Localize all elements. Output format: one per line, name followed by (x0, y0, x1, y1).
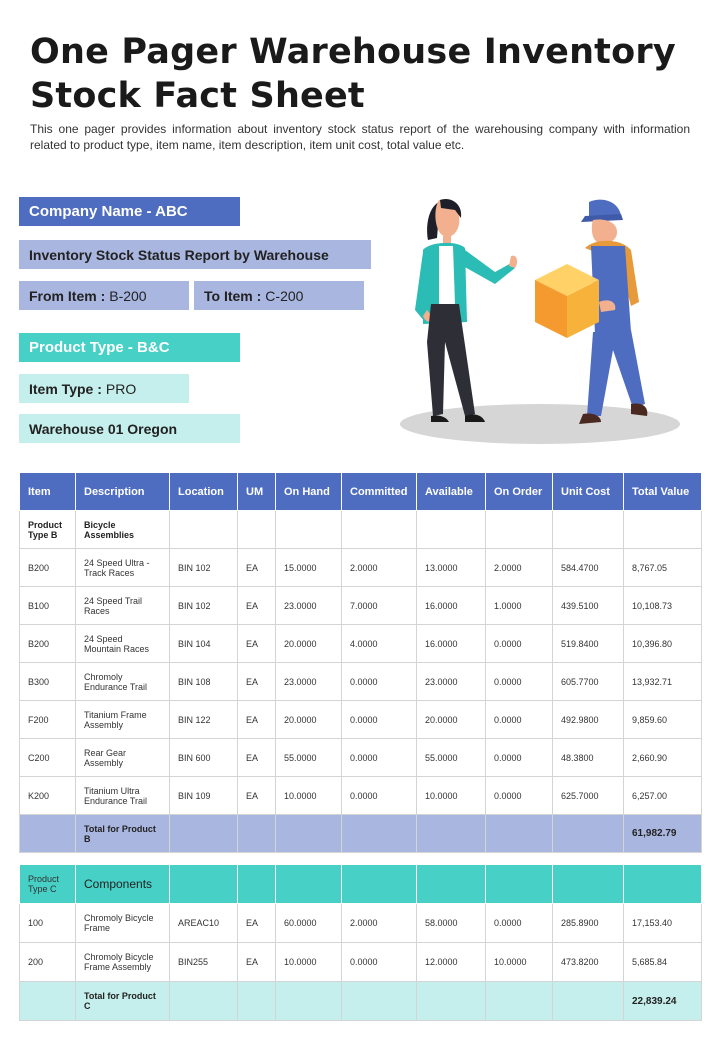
group-row-product-b (20, 511, 702, 549)
table-row (20, 663, 702, 701)
table-row (20, 739, 702, 777)
cell-unit-cost: 625.7000 (553, 777, 624, 815)
cell-available: 55.0000 (417, 739, 486, 777)
page-subtitle: This one pager provides information about inventory stock status report of the warehousing company with information related to product type, item name, item description, item unit cost, total value etc. (30, 122, 690, 152)
cell-committed: 2.0000 (342, 549, 417, 587)
cell-location: BIN 109 (170, 777, 238, 815)
product-type: Product Type - B&C (29, 339, 170, 356)
cell-item: F200 (20, 701, 76, 739)
from-item-value: B-200 (109, 287, 147, 304)
group-row-product-c (20, 865, 702, 904)
cell-committed: 0.0000 (342, 701, 417, 739)
col-unit-cost: Unit Cost (553, 473, 624, 511)
cell-committed: 2.0000 (342, 904, 417, 943)
to-item-box (194, 281, 364, 310)
cell-available: 16.0000 (417, 625, 486, 663)
cell-description: Titanium Ultra Endurance Trail (76, 777, 170, 815)
cell-description: 24 Speed Mountain Races (76, 625, 170, 663)
table-row (20, 701, 702, 739)
cell-available: 12.0000 (417, 943, 486, 982)
cell-on-hand: 20.0000 (276, 625, 342, 663)
cell-on-order: 0.0000 (486, 777, 553, 815)
report-title-box (19, 240, 371, 269)
cell-um: EA (238, 739, 276, 777)
cell-location: BIN 122 (170, 701, 238, 739)
cell-on-hand: 20.0000 (276, 701, 342, 739)
cell-available: 23.0000 (417, 663, 486, 701)
cell-on-hand: 23.0000 (276, 587, 342, 625)
cell-total-value: 13,932.71 (624, 663, 702, 701)
cell-unit-cost: 605.7700 (553, 663, 624, 701)
company-name: Company Name - ABC (29, 203, 188, 220)
cell-on-order: 0.0000 (486, 904, 553, 943)
col-total-value: Total Value (624, 473, 702, 511)
warehouse-workers-illustration (395, 192, 695, 454)
cell-um: EA (238, 777, 276, 815)
cell-description: Titanium Frame Assembly (76, 701, 170, 739)
cell-unit-cost: 519.8400 (553, 625, 624, 663)
cell-description: Chromoly Endurance Trail (76, 663, 170, 701)
cell-on-hand: 15.0000 (276, 549, 342, 587)
group-type-label: Product Type C (20, 865, 76, 904)
cell-location: AREAC10 (170, 904, 238, 943)
to-item-label: To Item : (204, 287, 262, 304)
from-item-box (19, 281, 189, 310)
report-title: Inventory Stock Status Report by Warehouse (29, 246, 329, 263)
cell-item: 200 (20, 943, 76, 982)
col-um: UM (238, 473, 276, 511)
cell-committed: 0.0000 (342, 663, 417, 701)
table-row (20, 777, 702, 815)
warehouse-name: Warehouse 01 Oregon (29, 420, 178, 437)
col-committed: Committed (342, 473, 417, 511)
cell-item: B300 (20, 663, 76, 701)
company-name-box (19, 197, 240, 226)
table-header-row (20, 473, 702, 511)
total-row-product-b (20, 815, 702, 853)
cell-available: 58.0000 (417, 904, 486, 943)
cell-um: EA (238, 904, 276, 943)
table-row (20, 943, 702, 982)
cell-item: C200 (20, 739, 76, 777)
cell-um: EA (238, 701, 276, 739)
cell-total-value: 6,257.00 (624, 777, 702, 815)
item-type-value: PRO (105, 380, 137, 397)
cell-on-order: 0.0000 (486, 625, 553, 663)
cell-item: K200 (20, 777, 76, 815)
cell-on-hand: 10.0000 (276, 943, 342, 982)
cell-unit-cost: 584.4700 (553, 549, 624, 587)
woman-figure (415, 199, 517, 422)
cell-total-value: 2,660.90 (624, 739, 702, 777)
parcel-box (535, 264, 599, 338)
warehouse-box (19, 414, 240, 443)
cell-location: BIN 102 (170, 587, 238, 625)
cell-on-hand: 10.0000 (276, 777, 342, 815)
cell-on-order: 10.0000 (486, 943, 553, 982)
cell-location: BIN255 (170, 943, 238, 982)
cell-description: 24 Speed Ultra - Track Races (76, 549, 170, 587)
cell-committed: 4.0000 (342, 625, 417, 663)
cell-total-value: 8,767.05 (624, 549, 702, 587)
cell-unit-cost: 48.3800 (553, 739, 624, 777)
cell-unit-cost: 492.9800 (553, 701, 624, 739)
cell-description: 24 Speed Trail Races (76, 587, 170, 625)
cell-location: BIN 600 (170, 739, 238, 777)
cell-on-order: 0.0000 (486, 701, 553, 739)
inventory-table-product-c (19, 864, 702, 1021)
cell-available: 10.0000 (417, 777, 486, 815)
to-item-value: C-200 (265, 287, 304, 304)
cell-total-value: 10,396.80 (624, 625, 702, 663)
inventory-table-product-b (19, 472, 702, 853)
cell-on-hand: 23.0000 (276, 663, 342, 701)
cell-available: 16.0000 (417, 587, 486, 625)
col-item: Item (20, 473, 76, 511)
total-value: 61,982.79 (624, 815, 702, 853)
cell-um: EA (238, 943, 276, 982)
cell-um: EA (238, 663, 276, 701)
cell-total-value: 10,108.73 (624, 587, 702, 625)
cell-description: Chromoly Bicycle Frame Assembly (76, 943, 170, 982)
cell-description: Chromoly Bicycle Frame (76, 904, 170, 943)
col-on-hand: On Hand (276, 473, 342, 511)
total-label: Total for Product C (76, 982, 170, 1021)
cell-on-order: 1.0000 (486, 587, 553, 625)
col-available: Available (417, 473, 486, 511)
cell-total-value: 17,153.40 (624, 904, 702, 943)
cell-committed: 0.0000 (342, 777, 417, 815)
cell-um: EA (238, 549, 276, 587)
cell-item: B200 (20, 625, 76, 663)
cell-item: B200 (20, 549, 76, 587)
item-type-label: Item Type : (29, 380, 102, 397)
table-row (20, 549, 702, 587)
item-type-box (19, 374, 189, 403)
cell-committed: 0.0000 (342, 943, 417, 982)
cell-committed: 7.0000 (342, 587, 417, 625)
cell-location: BIN 102 (170, 549, 238, 587)
col-location: Location (170, 473, 238, 511)
cell-location: BIN 108 (170, 663, 238, 701)
cell-item: B100 (20, 587, 76, 625)
table-row (20, 904, 702, 943)
total-label: Total for Product B (76, 815, 170, 853)
group-description: Components (76, 865, 170, 904)
cell-unit-cost: 285.8900 (553, 904, 624, 943)
cell-available: 13.0000 (417, 549, 486, 587)
cell-available: 20.0000 (417, 701, 486, 739)
cell-on-order: 2.0000 (486, 549, 553, 587)
cell-on-hand: 60.0000 (276, 904, 342, 943)
cell-unit-cost: 439.5100 (553, 587, 624, 625)
cell-total-value: 5,685.84 (624, 943, 702, 982)
cell-location: BIN 104 (170, 625, 238, 663)
table-row (20, 587, 702, 625)
cell-um: EA (238, 625, 276, 663)
page-title: One Pager Warehouse Inventory Stock Fact Sheet (30, 32, 676, 116)
cell-committed: 0.0000 (342, 739, 417, 777)
cell-on-order: 0.0000 (486, 663, 553, 701)
product-type-box (19, 333, 240, 362)
col-description: Description (76, 473, 170, 511)
cell-description: Rear Gear Assembly (76, 739, 170, 777)
col-on-order: On Order (486, 473, 553, 511)
cell-unit-cost: 473.8200 (553, 943, 624, 982)
table-row (20, 625, 702, 663)
from-item-label: From Item : (29, 287, 106, 304)
cell-on-hand: 55.0000 (276, 739, 342, 777)
cell-item: 100 (20, 904, 76, 943)
cell-um: EA (238, 587, 276, 625)
group-type-label: Product Type B (20, 511, 76, 549)
cell-on-order: 0.0000 (486, 739, 553, 777)
cell-total-value: 9,859.60 (624, 701, 702, 739)
total-row-product-c (20, 982, 702, 1021)
group-description: Bicycle Assemblies (76, 511, 170, 549)
total-value: 22,839.24 (624, 982, 702, 1021)
